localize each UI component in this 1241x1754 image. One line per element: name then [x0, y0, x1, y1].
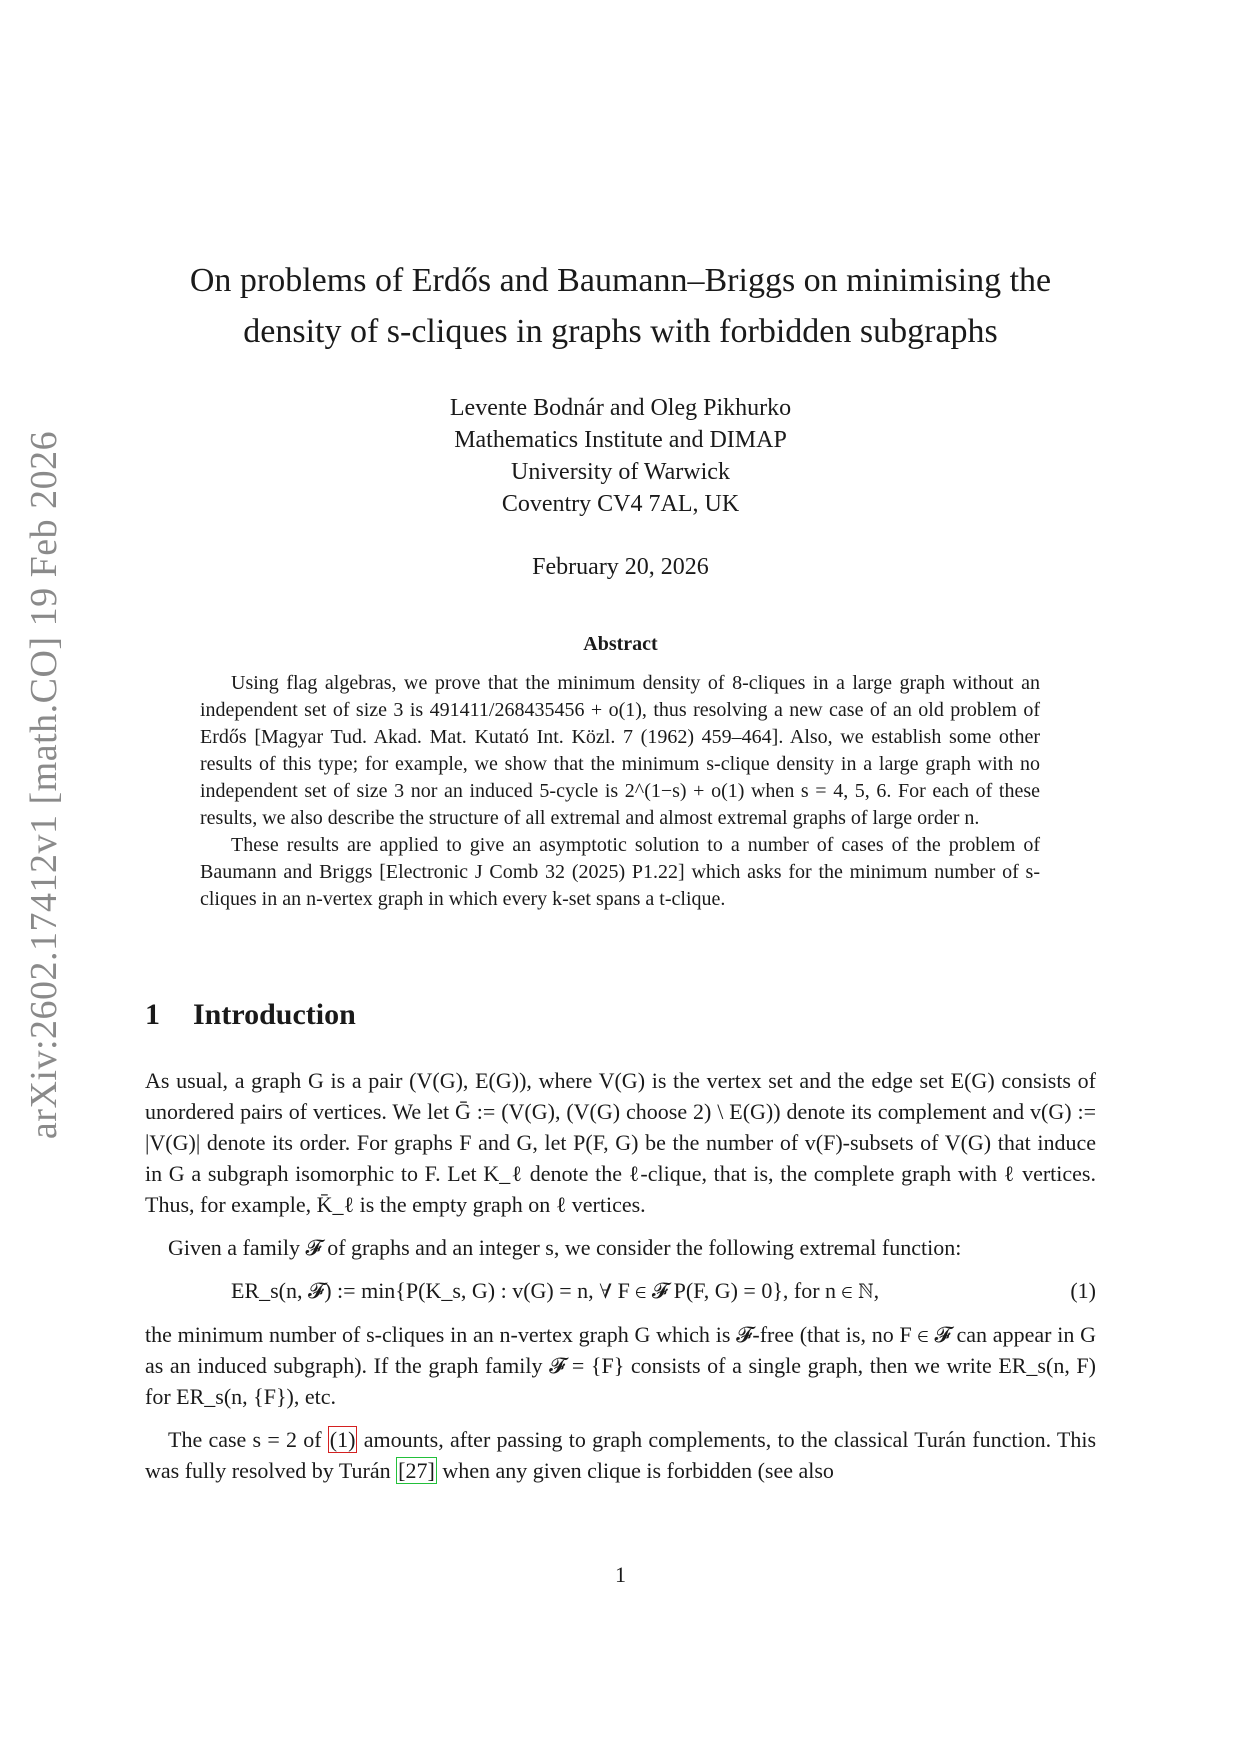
section-title: Introduction: [193, 998, 356, 1031]
abstract-body: [200, 670, 1040, 913]
affiliation-line: Mathematics Institute and DIMAP: [454, 427, 787, 453]
arxiv-identifier-stamp: arXiv:2602.17412v1 [math.CO] 19 Feb 2026: [23, 430, 65, 1140]
abstract-paragraph: Using flag algebras, we prove that the minimum density of 8-cliques in a large graph without an independent set of size 3 is 491411/268435456 + o(1), thus resolving a new case of an old problem of Erdős [Magyar Tud. Akad. Mat. Kutató Int. Közl. 7 (1962) 459–464]. Also, we establish some other results of this type; for example, we show that the minimum s-clique density in a large graph with no independent set of size 3 nor an induced 5-cycle is 2^(1−s) + o(1) when s = 4, 5, 6. For each of these results, we also describe the structure of all extremal and almost extremal graphs of large order n.: [200, 672, 1040, 829]
equation-link[interactable]: (1): [329, 1427, 356, 1452]
body-paragraph: the minimum number of s-cliques in an n-vertex graph G which is 𝓕-free (that is, no F ∈ 𝓕 can appear in G as an induced subgraph). If the graph family 𝓕 = {F} consists of a single graph, then we write ER_s(n, F) for ER_s(n, {F}), etc.: [145, 1322, 1096, 1409]
affiliation-line: Coventry CV4 7AL, UK: [501, 491, 740, 517]
body-text: when any given clique is forbidden (see also: [442, 1458, 834, 1483]
citation-link[interactable]: [27]: [398, 1458, 435, 1483]
body-paragraph: [145, 1424, 1096, 1486]
abstract-heading: Abstract: [583, 633, 658, 655]
paper-date: February 20, 2026: [532, 554, 709, 580]
affiliation-line: University of Warwick: [511, 459, 730, 485]
section-number: 1: [145, 998, 160, 1031]
title-line-1: On problems of Erdős and Baumann–Briggs on minimising the: [189, 262, 1052, 299]
body-paragraph: Given a family 𝓕 of graphs and an integer s, we consider the following extremal function:: [168, 1235, 962, 1260]
page-number: 1: [615, 1562, 626, 1587]
author-block: [145, 392, 1096, 520]
section-heading: [145, 998, 356, 1032]
body-text: amounts, after passing to graph complements, to the classical Turán function. This was fully resolved by Turán: [145, 1427, 1097, 1483]
author-names: Levente Bodnár and Oleg Pikhurko: [449, 395, 792, 421]
display-equation: [145, 1275, 1096, 1309]
equation-content: ER_s(n, 𝓕) := min{P(K_s, G) : v(G) = n, ∀ F ∈ 𝓕 P(F, G) = 0}, for n ∈ ℕ,: [231, 1278, 880, 1303]
title-line-2: density of s-cliques in graphs with forbidden subgraphs: [243, 313, 998, 350]
paper-title: [145, 255, 1096, 357]
abstract-paragraph: These results are applied to give an asymptotic solution to a number of cases of the problem of Baumann and Briggs [Electronic J Comb 32 (2025) P1.22] which asks for the minimum number of s-cliques in an n-vertex graph in which every k-set spans a t-clique.: [200, 834, 1040, 910]
equation-number: (1): [1070, 1278, 1096, 1303]
main-text: [145, 1065, 1096, 1498]
body-paragraph: As usual, a graph G is a pair (V(G), E(G)), where V(G) is the vertex set and the edge set E(G) consists of unordered pairs of vertices. We let Ḡ := (V(G), (V(G) choose 2) \ E(G)) denote its complement and v(G) := |V(G)| denote its order. For graphs F and G, let P(F, G) be the number of v(F)-subsets of V(G) that induce in G a subgraph isomorphic to F. Let K_ℓ denote the ℓ-clique, that is, the complete graph with ℓ vertices. Thus, for example, K̄_ℓ is the empty graph on ℓ vertices.: [145, 1068, 1096, 1217]
body-text: The case s = 2 of: [168, 1427, 322, 1452]
